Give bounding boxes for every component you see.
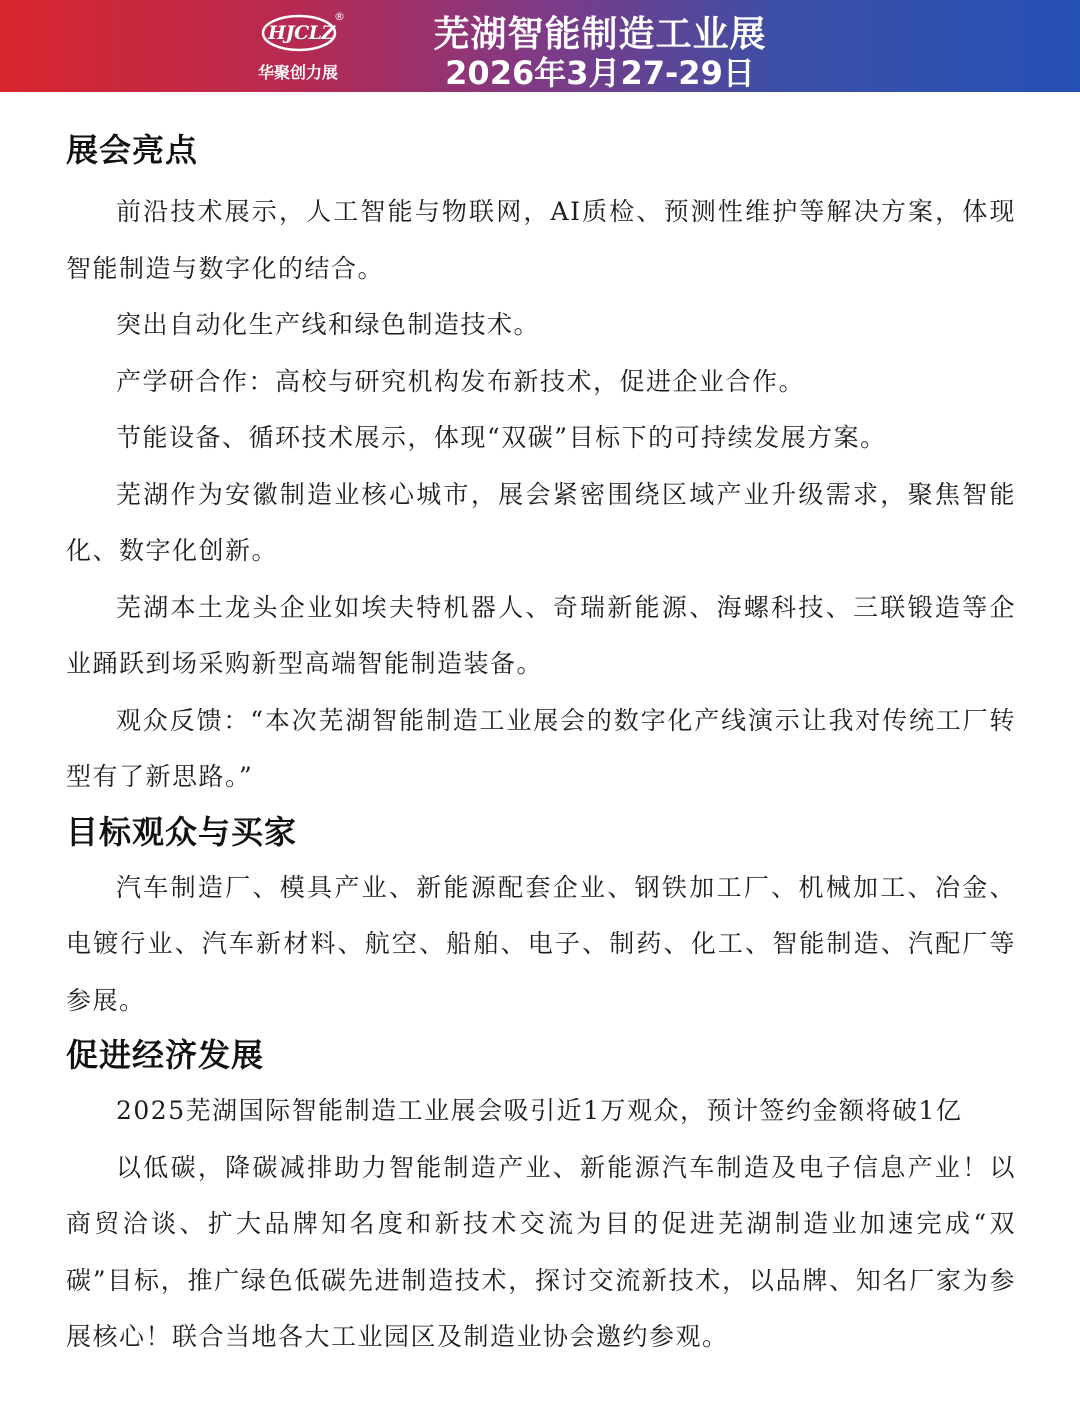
paragraph: 观众反馈：“本次芜湖智能制造工业展会的数字化产线演示让我对传统工厂转型有了新思路。” [66,705,1016,791]
section-heading: 促进经济发展 [66,1036,265,1074]
paragraph: 产学研合作：高校与研究机构发布新技术，促进企业合作。 [116,366,806,396]
section-heading: 展会亮点 [66,131,199,169]
header-banner [0,0,1080,92]
paragraph: 2025芜湖国际智能制造工业展会吸引近1万观众，预计签约金额将破1亿 [116,1096,963,1125]
section-heading: 目标观众与买家 [66,812,298,851]
paragraph: 前沿技术展示，人工智能与物联网，AI质检、预测性维护等解决方案，体现智能制造与数字化的结合。 [66,197,1016,283]
expo-date: 2026年3月27-29日 [445,54,755,92]
logo-subtitle: 华聚创力展 [258,63,339,82]
paragraph: 节能设备、循环技术展示，体现“双碳”目标下的可持续发展方案。 [116,423,887,452]
paragraph: 汽车制造厂、模具产业、新能源配套企业、钢铁加工厂、机械加工、冶金、电镀行业、汽车新材料、航空、船舶、电子、制药、化工、智能制造、汽配厂等参展。 [66,872,1016,1015]
article-body [66,126,1016,1366]
paragraph: 芜湖作为安徽制造业核心城市，展会紧密围绕区域产业升级需求，聚焦智能化、数字化创新。 [66,479,1016,565]
paragraph: 以低碳，降碳减排助力智能制造产业、新能源汽车制造及电子信息产业！以商贸洽谈、扩大品牌知名度和新技术交流为目的促进芜湖制造业加速完成“双碳”目标，推广绿色低碳先进制造技术，探讨交流新技术，以品牌、知名厂家为参展核心！联合当地各大工业园区及制造业协会邀约参观。 [66,1152,1016,1351]
section-economic-development [66,1031,1016,1366]
section-target-audience [66,808,1016,1030]
expo-title: 芜湖智能制造工业展 [433,14,767,55]
paragraph: 突出自动化生产线和绿色制造技术。 [116,310,541,339]
logo-registered-mark: ® [334,10,345,23]
paragraph: 芜湖本土龙头企业如埃夫特机器人、奇瑞新能源、海螺科技、三联锻造等企业踊跃到场采购新型高端智能制造装备。 [66,592,1016,678]
logo-text: HJCLZ [268,22,335,44]
brand-logo [256,8,356,84]
section-highlights [66,126,1016,806]
